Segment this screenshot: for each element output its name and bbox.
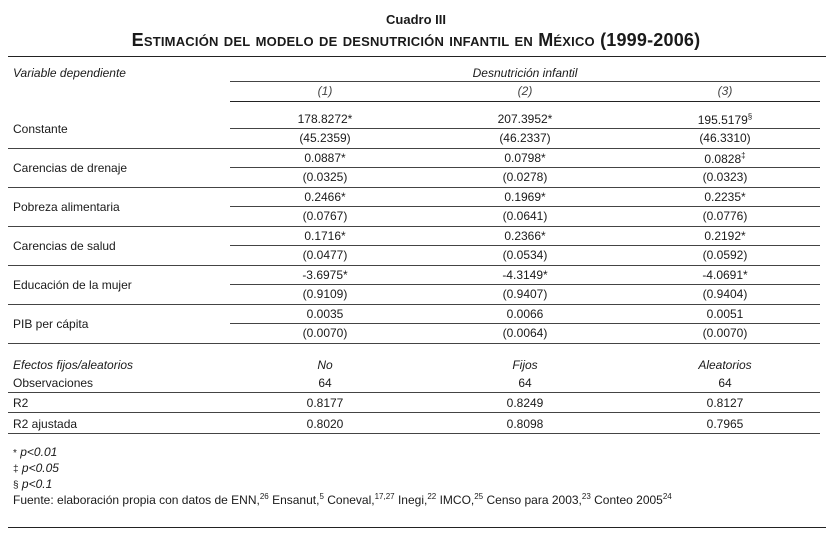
standard-error-value: (0.0323) [702,170,748,184]
row-bottom-rule [8,343,820,344]
standard-error-value: (45.2359) [299,131,351,145]
table-title: Estimación del modelo de desnutrición infantil en México (1999-2006) [131,30,701,50]
stat-value: 0.8127 [706,396,744,410]
standard-error-value: (46.2337) [499,131,551,145]
coefficient-value: 207.3952* [497,112,553,126]
effects-value-2: Fijos [512,358,538,372]
row-label: PIB per cápita [13,317,89,331]
coefficient-value: 0.1969* [504,190,546,204]
row-mid-rule [230,128,820,129]
effects-value-1: No [317,358,333,372]
row-mid-rule [230,167,820,168]
standard-error-value: (0.9404) [702,287,748,301]
standard-error-value: (0.0070) [302,326,348,340]
stat-rule [8,433,820,434]
coefficient-value: 195.5179§ [697,112,753,127]
top-rule [8,56,826,57]
header-rule [230,101,820,102]
stat-label: R2 [13,396,29,410]
standard-error-value: (0.9407) [502,287,548,301]
coefficient-value: 0.0066 [506,307,544,321]
source-text: Censo para 2003, [483,493,582,507]
reference-number: 5 [319,492,324,501]
standard-error-value: (0.0070) [702,326,748,340]
reference-number: 24 [662,492,672,501]
standard-error-value: (0.0064) [502,326,548,340]
effects-value-3: Aleatorios [698,358,752,372]
stat-value: 0.8177 [306,396,344,410]
note-symbol: ‡ [13,464,19,475]
standard-error-value: (0.0278) [502,170,548,184]
coefficient-value: 0.0035 [306,307,344,321]
coefficient-value: -4.3149* [502,268,548,282]
note-text: p<0.1 [21,477,53,491]
coefficient-value: 0.0051 [706,307,744,321]
stat-value: 0.8249 [506,396,544,410]
stat-value: 64 [718,376,732,390]
table-number: Cuadro III [386,12,446,27]
coefficient-value: 0.2192* [704,229,746,243]
note-text: p<0.05 [21,461,59,475]
reference-number: 17,27 [374,492,395,501]
coefficient-value: 0.2466* [304,190,346,204]
significance-note [13,477,52,491]
standard-error-value: (0.0534) [502,248,548,262]
note-symbol: * [13,448,17,459]
stat-value: 0.8098 [506,417,544,431]
bottom-rule [8,527,826,528]
source-note [13,492,672,507]
row-bottom-rule [8,226,820,227]
standard-error-value: (0.0592) [702,248,748,262]
reference-number: 23 [581,492,591,501]
significance-note [13,445,57,459]
row-bottom-rule [8,304,820,305]
standard-error-value: (0.0776) [702,209,748,223]
coefficient-value: 178.8272* [297,112,353,126]
source-text: Inegi, [394,493,428,507]
source-text: Coneval, [323,493,375,507]
standard-error-value: (0.0767) [302,209,348,223]
stat-rule [8,392,820,393]
standard-error-value: (46.3310) [699,131,751,145]
dependent-variable-name: Desnutrición infantil [472,66,578,80]
spanner-rule [230,81,820,82]
source-text: Fuente: elaboración propia con datos de ENN, [13,493,260,507]
significance-note [13,461,59,475]
stat-value: 0.8020 [306,417,344,431]
row-label: Carencias de salud [13,239,116,253]
row-mid-rule [230,245,820,246]
reference-number: 22 [427,492,437,501]
row-mid-rule [230,323,820,324]
coefficient-value: 0.2235* [704,190,746,204]
coefficient-value: -3.6975* [302,268,348,282]
note-symbol: § [13,480,19,491]
source-text: Conteo 2005 [590,493,663,507]
stat-value: 0.7965 [706,417,744,431]
significance-mark: ‡ [741,151,746,160]
standard-error-value: (0.0641) [502,209,548,223]
dependent-variable-label: Variable dependiente [13,66,126,80]
column-header-2: (2) [517,84,533,98]
stat-value: 64 [518,376,532,390]
row-mid-rule [230,284,820,285]
standard-error-value: (0.9109) [302,287,348,301]
stat-label: R2 ajustada [13,417,78,431]
significance-mark: § [747,112,753,121]
row-bottom-rule [8,148,820,149]
coefficient-value: 0.0887* [304,151,346,165]
row-label: Pobreza alimentaria [13,200,120,214]
stat-value: 64 [318,376,332,390]
coefficient-value: 0.0798* [504,151,546,165]
row-label: Constante [13,122,68,136]
stat-rule [8,412,820,413]
coefficient-value: 0.1716* [304,229,346,243]
coefficient-value: 0.0828‡ [704,151,746,166]
column-header-1: (1) [317,84,333,98]
row-label: Carencias de drenaje [13,161,128,175]
note-text: p<0.01 [20,445,58,459]
row-label: Educación de la mujer [13,278,132,292]
row-mid-rule [230,206,820,207]
source-text: IMCO, [436,493,475,507]
coefficient-value: -4.0691* [702,268,748,282]
reference-number: 25 [474,492,484,501]
stat-label: Observaciones [13,376,94,390]
standard-error-value: (0.0325) [302,170,348,184]
reference-number: 26 [259,492,269,501]
row-bottom-rule [8,265,820,266]
source-text: Ensanut, [268,493,320,507]
row-bottom-rule [8,187,820,188]
effects-label: Efectos fijos/aleatorios [13,358,134,372]
standard-error-value: (0.0477) [302,248,348,262]
coefficient-value: 0.2366* [504,229,546,243]
column-header-3: (3) [717,84,733,98]
